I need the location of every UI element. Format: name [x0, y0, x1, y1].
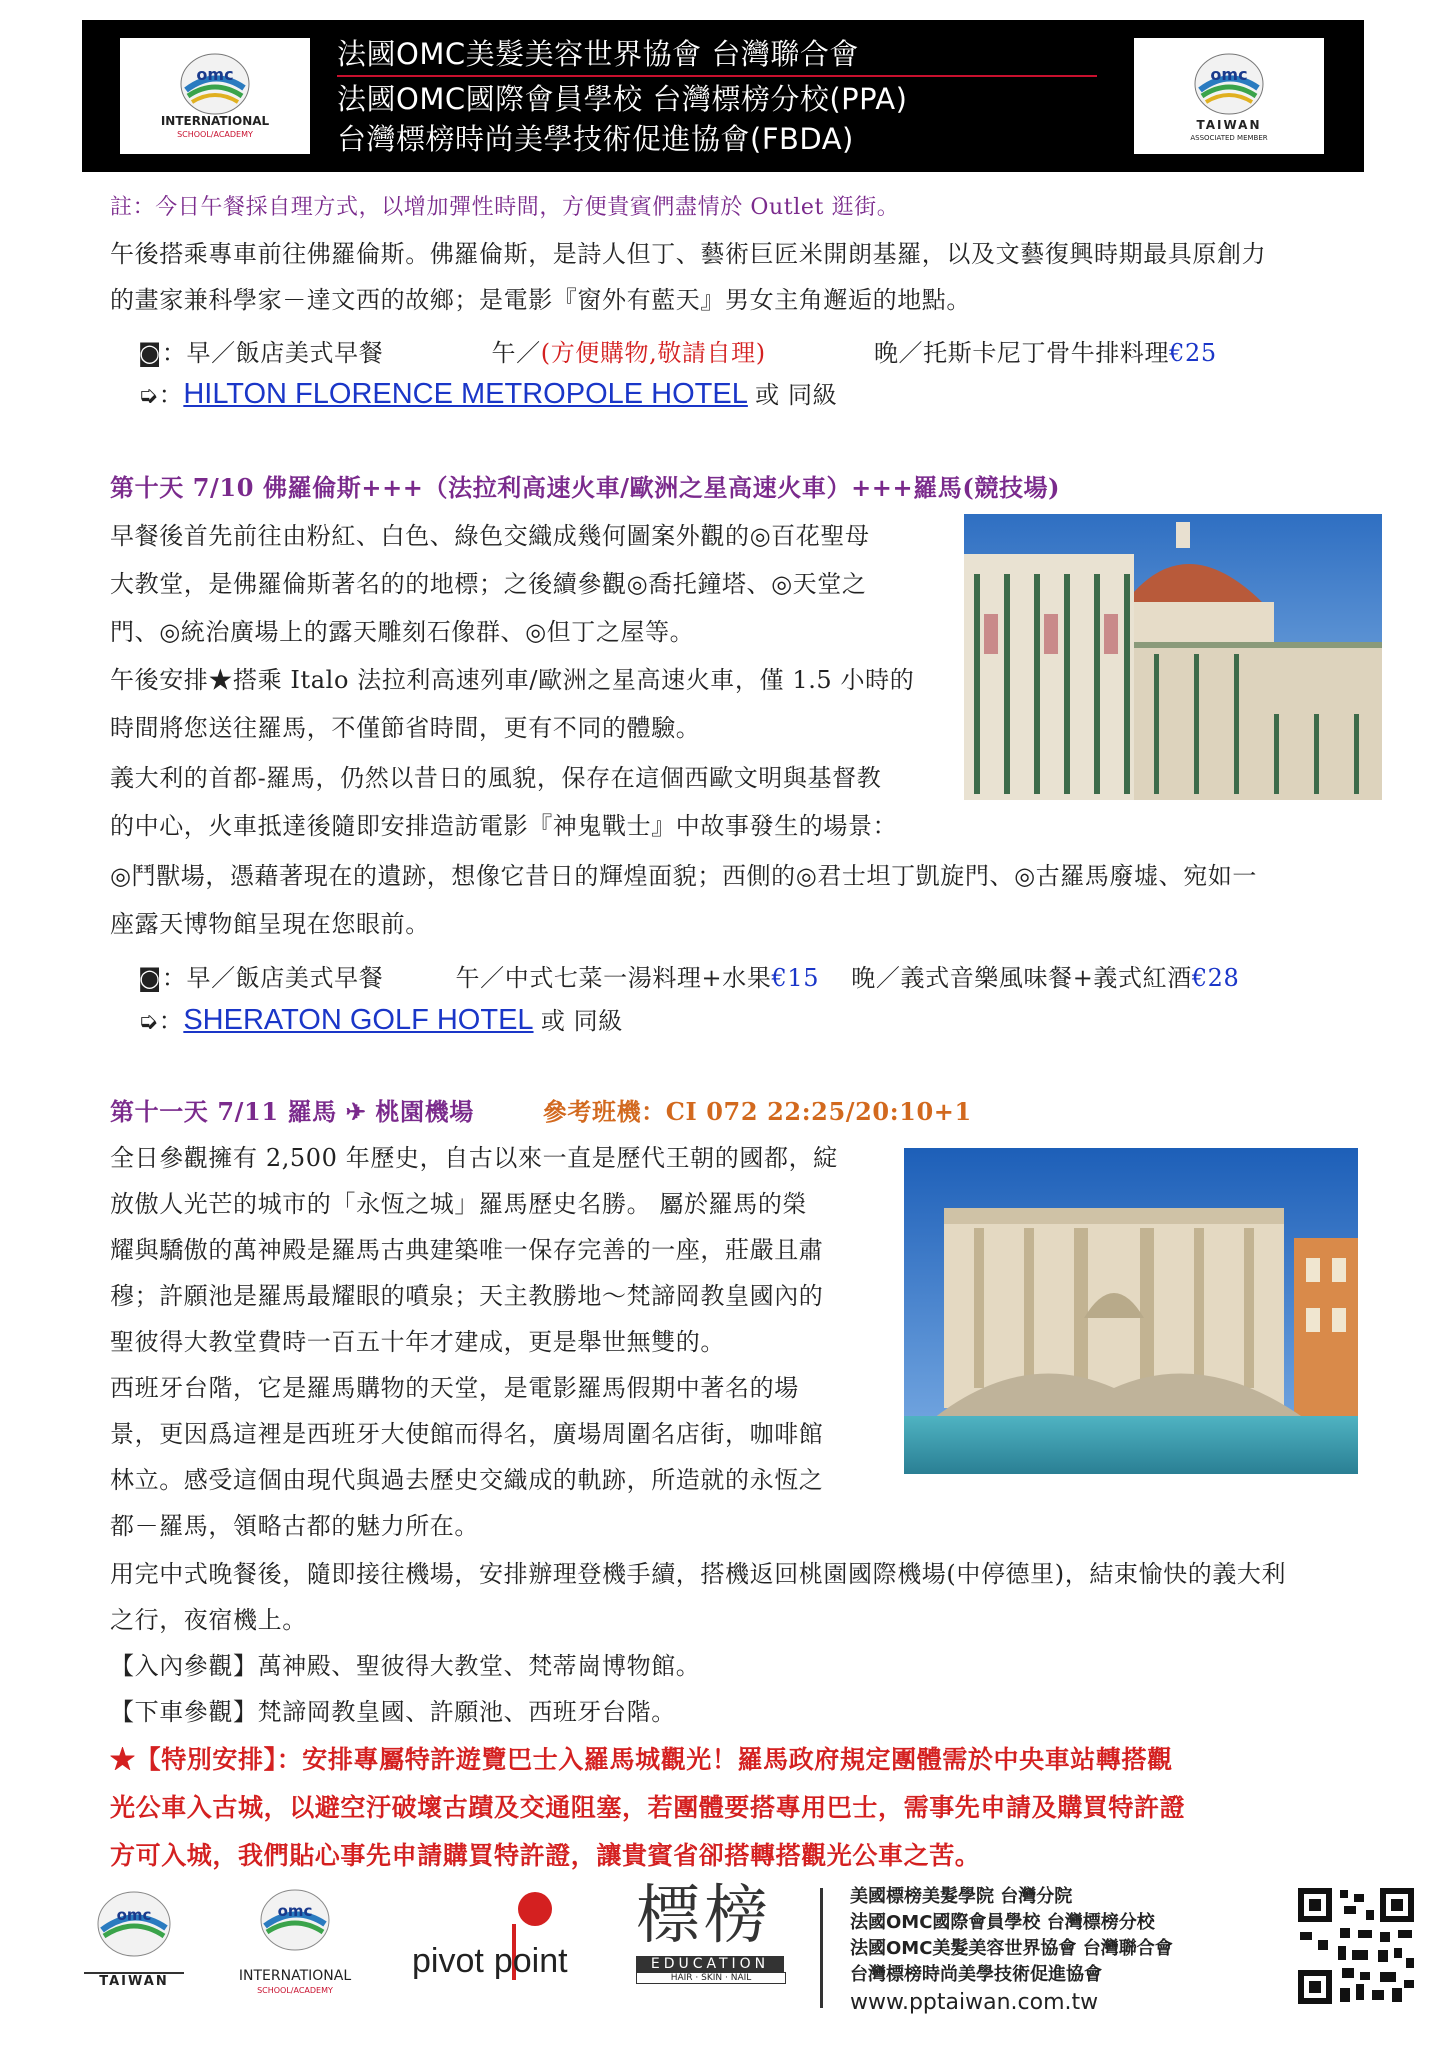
omc-international-logo — [120, 38, 310, 154]
day10-hotel-link[interactable]: SHERATON GOLF HOTEL — [183, 1004, 534, 1036]
header-title-3: 台灣標榜時尚美學技術促進協會(FBDA) — [337, 122, 854, 156]
day9-breakfast: ：早／飯店美式早餐 — [161, 339, 384, 367]
day9-para-line1: 午後搭乘專車前往佛羅倫斯。佛羅倫斯，是詩人但丁、藝術巨匠米開朗基羅，以及文藝復興時期最具原創力 — [110, 240, 1267, 268]
day11-line6: 西班牙台階，它是羅馬購物的天堂，是電影羅馬假期中著名的場 — [110, 1374, 799, 1402]
header-banner — [82, 20, 1364, 172]
day10-line5: 時間將您送往羅馬，不僅節省時間，更有不同的體驗。 — [110, 714, 701, 742]
day10-line7: 的中心，火車抵達後隨即安排造訪電影『神鬼戰士』中故事發生的場景： — [110, 812, 898, 840]
hotel-colon: ： — [158, 382, 184, 409]
day10-dinner: 晚／義式音樂風味餐+義式紅酒 — [851, 964, 1192, 992]
day9-para-line2: 的畫家兼科學家－達文西的故鄉；是電影『窗外有藍天』男女主角邂逅的地點。 — [110, 286, 971, 314]
hotel-colon: ： — [158, 1008, 184, 1035]
day9-hotel-suffix: 或 同級 — [755, 381, 838, 409]
footer-divider — [820, 1888, 823, 2008]
day9-dinner: 晚／托斯卡尼丁骨牛排料理 — [873, 339, 1170, 367]
header-titles — [337, 34, 1137, 159]
footer-omc-mark-2: omc — [277, 1902, 313, 1920]
left-logo-caption: INTERNATIONAL — [160, 114, 270, 128]
day11-line1: 全日參觀擁有 2,500 年歷史，自古以來一直是歷代王朝的國都，綻 — [110, 1144, 838, 1172]
day11-line8: 林立。感受這個由現代與過去歷史交織成的軌跡，所造就的永恆之 — [110, 1466, 824, 1494]
trevi-fountain-photo — [904, 1148, 1358, 1474]
hotel-icon: ➭ — [138, 382, 159, 409]
day11-line10: 用完中式晚餐後，隨即接往機場，安排辦理登機手續，搭機返回桃園國際機場(中停德里)，結束愉快的義大利 — [110, 1560, 1287, 1588]
right-logo-caption: TAIWAN — [1196, 118, 1262, 132]
day9-dinner-price: €25 — [1169, 339, 1217, 367]
day10-dinner-price: €28 — [1191, 964, 1240, 992]
day10-line4: 午後安排★搭乘 Italo 法拉利高速列車/歐洲之星高速火車，僅 1.5 小時的 — [110, 666, 915, 694]
pivot-dot-icon — [518, 1892, 552, 1926]
florence-cathedral-photo — [964, 514, 1382, 800]
header-title-1: 法國OMC美髮美容世界協會 台灣聯合會 — [337, 37, 859, 71]
footer-omc-mark-1: omc — [116, 1906, 152, 1924]
day10-title: 第十天 7/10 佛羅倫斯+++（法拉利高速火車/歐洲之星高速火車）+++羅馬(競技場) — [110, 473, 1061, 502]
day10-hotel-suffix: 或 同級 — [540, 1007, 623, 1035]
footer — [0, 1860, 1448, 2048]
omc-mark: omc — [196, 65, 234, 84]
day11-title-text: 第十一天 7/11 羅馬 ✈ 桃園機場 — [110, 1097, 474, 1126]
day9-hotel — [138, 378, 837, 412]
left-logo-subcaption: SCHOOL/ACADEMY — [177, 130, 253, 139]
day11-inside-visit: 【入內參觀】萬神殿、聖彼得大教堂、梵蒂崗博物館。 — [110, 1652, 701, 1680]
day11-line2: 放傲人光芒的城市的「永恆之城」羅馬歷史名勝。 屬於羅馬的榮 — [110, 1190, 808, 1218]
day11-line4: 穆；許願池是羅馬最耀眼的噴泉；天主教勝地～梵諦岡教皇國內的 — [110, 1282, 824, 1310]
day9-meals — [138, 337, 1217, 369]
day10-meals — [138, 962, 1239, 994]
day11-special-line2: 光公車入古城，以避空汙破壞古蹟及交通阻塞，若團體要搭專用巴士，需事先申請及購買特許證 — [110, 1793, 1186, 1822]
footer-omc-taiwan-logo — [84, 1880, 184, 1990]
footer-org3: 法國OMC美髮美容世界協會 台灣聯合會 — [850, 1938, 1173, 1959]
day9-hotel-link[interactable]: HILTON FLORENCE METROPOLE HOTEL — [183, 378, 748, 410]
day10-hotel — [138, 1004, 623, 1038]
day11-flight: 參考班機：CI 072 22:25/20:10+1 — [542, 1097, 972, 1126]
pivot-word: pivot — [412, 1942, 484, 1980]
right-logo-subcaption: ASSOCIATED MEMBER — [1190, 134, 1268, 142]
day11-outside-visit: 【下車參觀】梵諦岡教皇國、許願池、西班牙台階。 — [110, 1698, 676, 1726]
education-label: EDUCATION — [636, 1956, 784, 1972]
header-title-2: 法國OMC國際會員學校 台灣標榜分校(PPA) — [337, 82, 908, 116]
day11-line7: 景，更因爲這裡是西班牙大使館而得名，廣場周圍名店街，咖啡館 — [110, 1420, 824, 1448]
meal-icon: ◙ — [138, 964, 162, 992]
omc-mark-right: omc — [1210, 65, 1248, 84]
footer-logo1-caption: TAIWAN — [84, 1972, 184, 1989]
meal-icon: ◙ — [138, 339, 162, 367]
footer-org4: 台灣標榜時尚美學技術促進協會 — [850, 1964, 1102, 1985]
footer-logo2-caption: INTERNATIONAL — [238, 1968, 352, 1984]
omc-taiwan-logo — [1134, 38, 1324, 154]
hotel-icon: ➭ — [138, 1008, 159, 1035]
biaobang-education-logo — [636, 1878, 796, 2008]
day10-line6: 義大利的首都-羅馬，仍然以昔日的風貌，保存在這個西歐文明與基督教 — [110, 764, 882, 792]
day9-lunch-prefix: 午／ — [491, 339, 541, 367]
biaobang-wordmark: 標榜 — [636, 1879, 772, 1953]
pivot-point-logo — [412, 1884, 602, 1994]
footer-website[interactable]: www.pptaiwan.com.tw — [850, 1990, 1099, 2015]
day10-line3: 門、◎統治廣場上的露天雕刻石像群、◎但丁之屋等。 — [110, 618, 695, 646]
day10-line1: 早餐後首先前往由粉紅、白色、綠色交織成幾何圖案外觀的◎百花聖母 — [110, 522, 870, 550]
header-divider — [337, 75, 1097, 77]
footer-logo2-sub: SCHOOL/ACADEMY — [257, 1986, 333, 1995]
day11-title — [110, 1096, 972, 1128]
day10-line2: 大教堂，是佛羅倫斯著名的的地標；之後續參觀◎喬托鐘塔、◎天堂之 — [110, 570, 867, 598]
day11-line3: 耀與驕傲的萬神殿是羅馬古典建築唯一保存完善的一座，莊嚴且肅 — [110, 1236, 824, 1264]
day11-line5: 聖彼得大教堂費時一百五十年才建成，更是舉世無雙的。 — [110, 1328, 725, 1356]
footer-org1: 美國標榜美髮學院 台灣分院 — [850, 1886, 1073, 1907]
day11-line11: 之行，夜宿機上。 — [110, 1606, 307, 1634]
lunch-note: 註：今日午餐採自理方式，以增加彈性時間，方便貴賓們盡情於 Outlet 逛街。 — [110, 195, 900, 220]
footer-omc-international-logo — [230, 1878, 360, 1998]
education-sub: HAIR · SKIN · NAIL — [636, 1972, 786, 1984]
day9-lunch-note: (方便購物,敬請自理) — [540, 339, 766, 367]
day10-line8: ◎鬥獸場，憑藉著現在的遺跡，想像它昔日的輝煌面貌；西側的◎君士坦丁凱旋門、◎古羅馬廢墟、宛如一 — [110, 862, 1258, 890]
day10-lunch: 午／中式七菜一湯料理+水果 — [455, 964, 772, 992]
footer-org2: 法國OMC國際會員學校 台灣標榜分校 — [850, 1912, 1155, 1933]
day10-breakfast: ：早／飯店美式早餐 — [161, 964, 384, 992]
day10-line9: 座露天博物館呈現在您眼前。 — [110, 910, 430, 938]
day11-special-line1: ★【特別安排】：安排專屬特許遊覽巴士入羅馬城觀光！羅馬政府規定團體需於中央車站轉搭觀 — [110, 1745, 1173, 1774]
qr-code[interactable] — [1294, 1884, 1418, 2008]
day11-special-line3: 方可入城，我們貼心事先申請購買特許證，讓貴賓省卻搭轉搭觀光公車之苦。 — [110, 1841, 981, 1870]
day11-line9: 都－羅馬，領略古都的魅力所在。 — [110, 1512, 479, 1540]
point-word: point — [493, 1942, 568, 1980]
day10-lunch-price: €15 — [771, 964, 820, 992]
pivot-point-wordmark — [412, 1942, 568, 1981]
